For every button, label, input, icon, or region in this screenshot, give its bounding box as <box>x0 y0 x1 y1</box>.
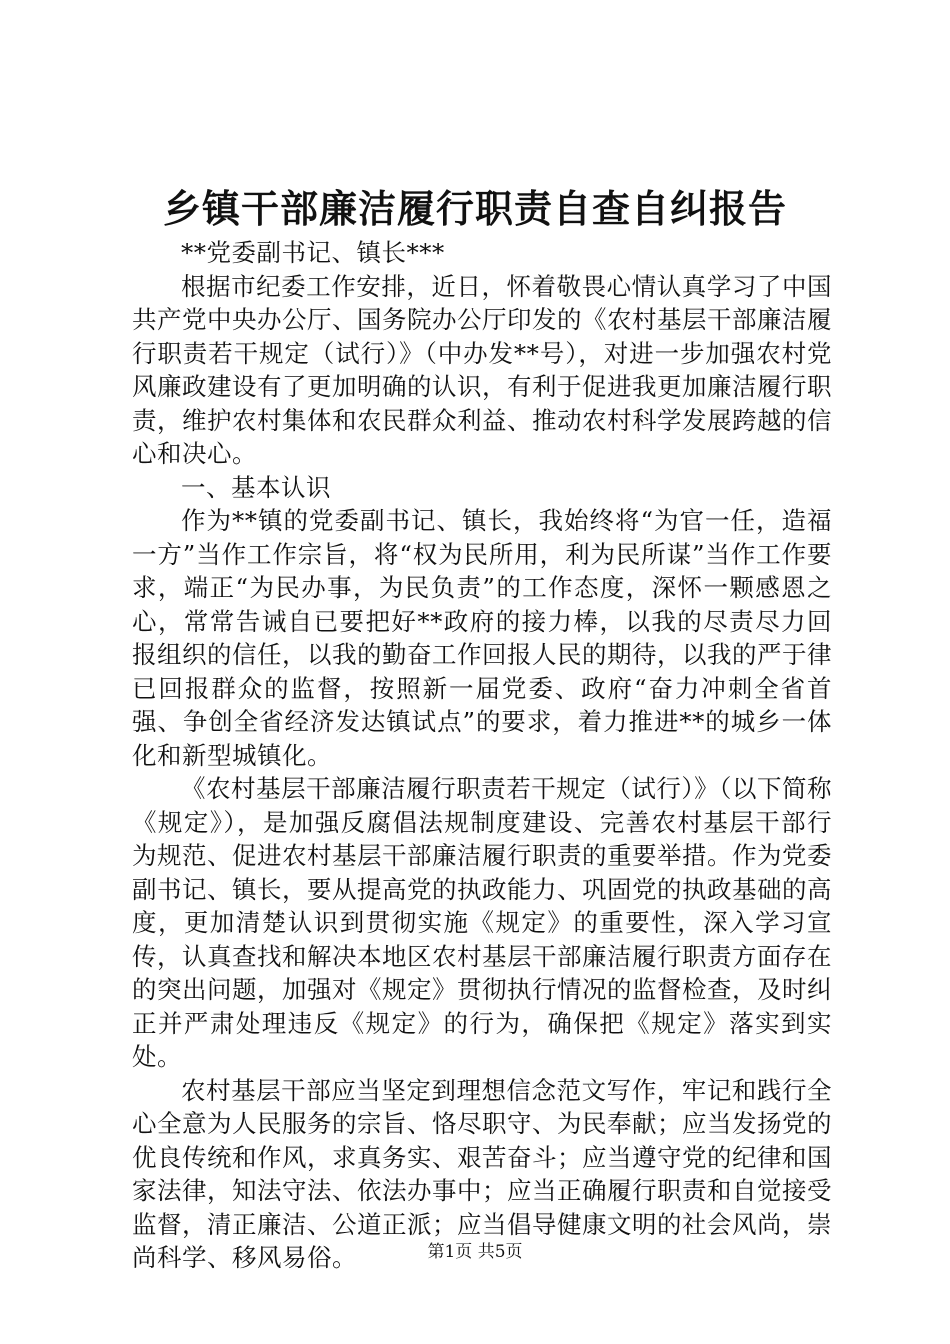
body-paragraph: 作为**镇的党委副书记、镇长，我始终将“为官一任，造福一方”当作工作宗旨，将“权为民所用，利为民所谋”当作工作要求，端正“为民办事，为民负责”的工作态度，深怀一颗感恩之心，常常告诫自已要把好**政府的接力棒，以我的尽责尽力回报组织的信任，以我的勤奋工作回报人民的期待，以我的严于律已回报群众的监督，按照新一届党委、政府“奋力冲刺全省首强、争创全省经济发达镇试点”的要求，着力推进**的城乡一体化和新型城镇化。 <box>132 506 832 770</box>
body-paragraph: 《农村基层干部廉洁履行职责若干规定（试行）》（以下简称《规定》），是加强反腐倡法规制度建设、完善农村基层干部行为规范、促进农村基层干部廉洁履行职责的重要举措。作为党委副书记、镇长，要从提高党的执政能力、巩固党的执政基础的高度，更加清楚认识到贯彻实施《规定》的重要性，深入学习宣传，认真查找和解决本地区农村基层干部廉洁履行职责方面存在的突出问题，加强对《规定》贯彻执行情况的监督检查，及时纠正并严肃处理违反《规定》的行为，确保把《规定》落实到实处。 <box>132 774 832 1071</box>
body-paragraph: 农村基层干部应当坚定到理想信念范文写作，牢记和践行全心全意为人民服务的宗旨、恪尽职守、为民奉献；应当发扬党的优良传统和作风，求真务实、艰苦奋斗；应当遵守党的纪律和国家法律，知法守法、依法办事中；应当正确履行职责和自觉接受监督，清正廉洁、公道正派；应当倡导健康文明的社会风尚，崇尚科学、移风易俗。 <box>132 1075 832 1272</box>
document-body <box>132 236 832 1275</box>
section-heading-basic-understanding: 一、基本认识 <box>181 472 331 502</box>
author-line: **党委副书记、镇长*** <box>181 238 445 267</box>
intro-paragraph: 根据市纪委工作安排，近日，怀着敬畏心情认真学习了中国共产党中央办公厅、国务院办公厅印发的《农村基层干部廉洁履行职责若干规定（试行）》（中办发**号），对进一步加强农村党风廉政建设有了更加明确的认识，有利于促进我更加廉洁履行职责，维护农村集体和农民群众利益、推动农村科学发展跨越的信心和决心。 <box>132 271 832 468</box>
document-title: 乡镇干部廉洁履行职责自查自纠报告 <box>162 186 787 231</box>
page-number-footer: 第1页 共5页 <box>427 1242 523 1262</box>
